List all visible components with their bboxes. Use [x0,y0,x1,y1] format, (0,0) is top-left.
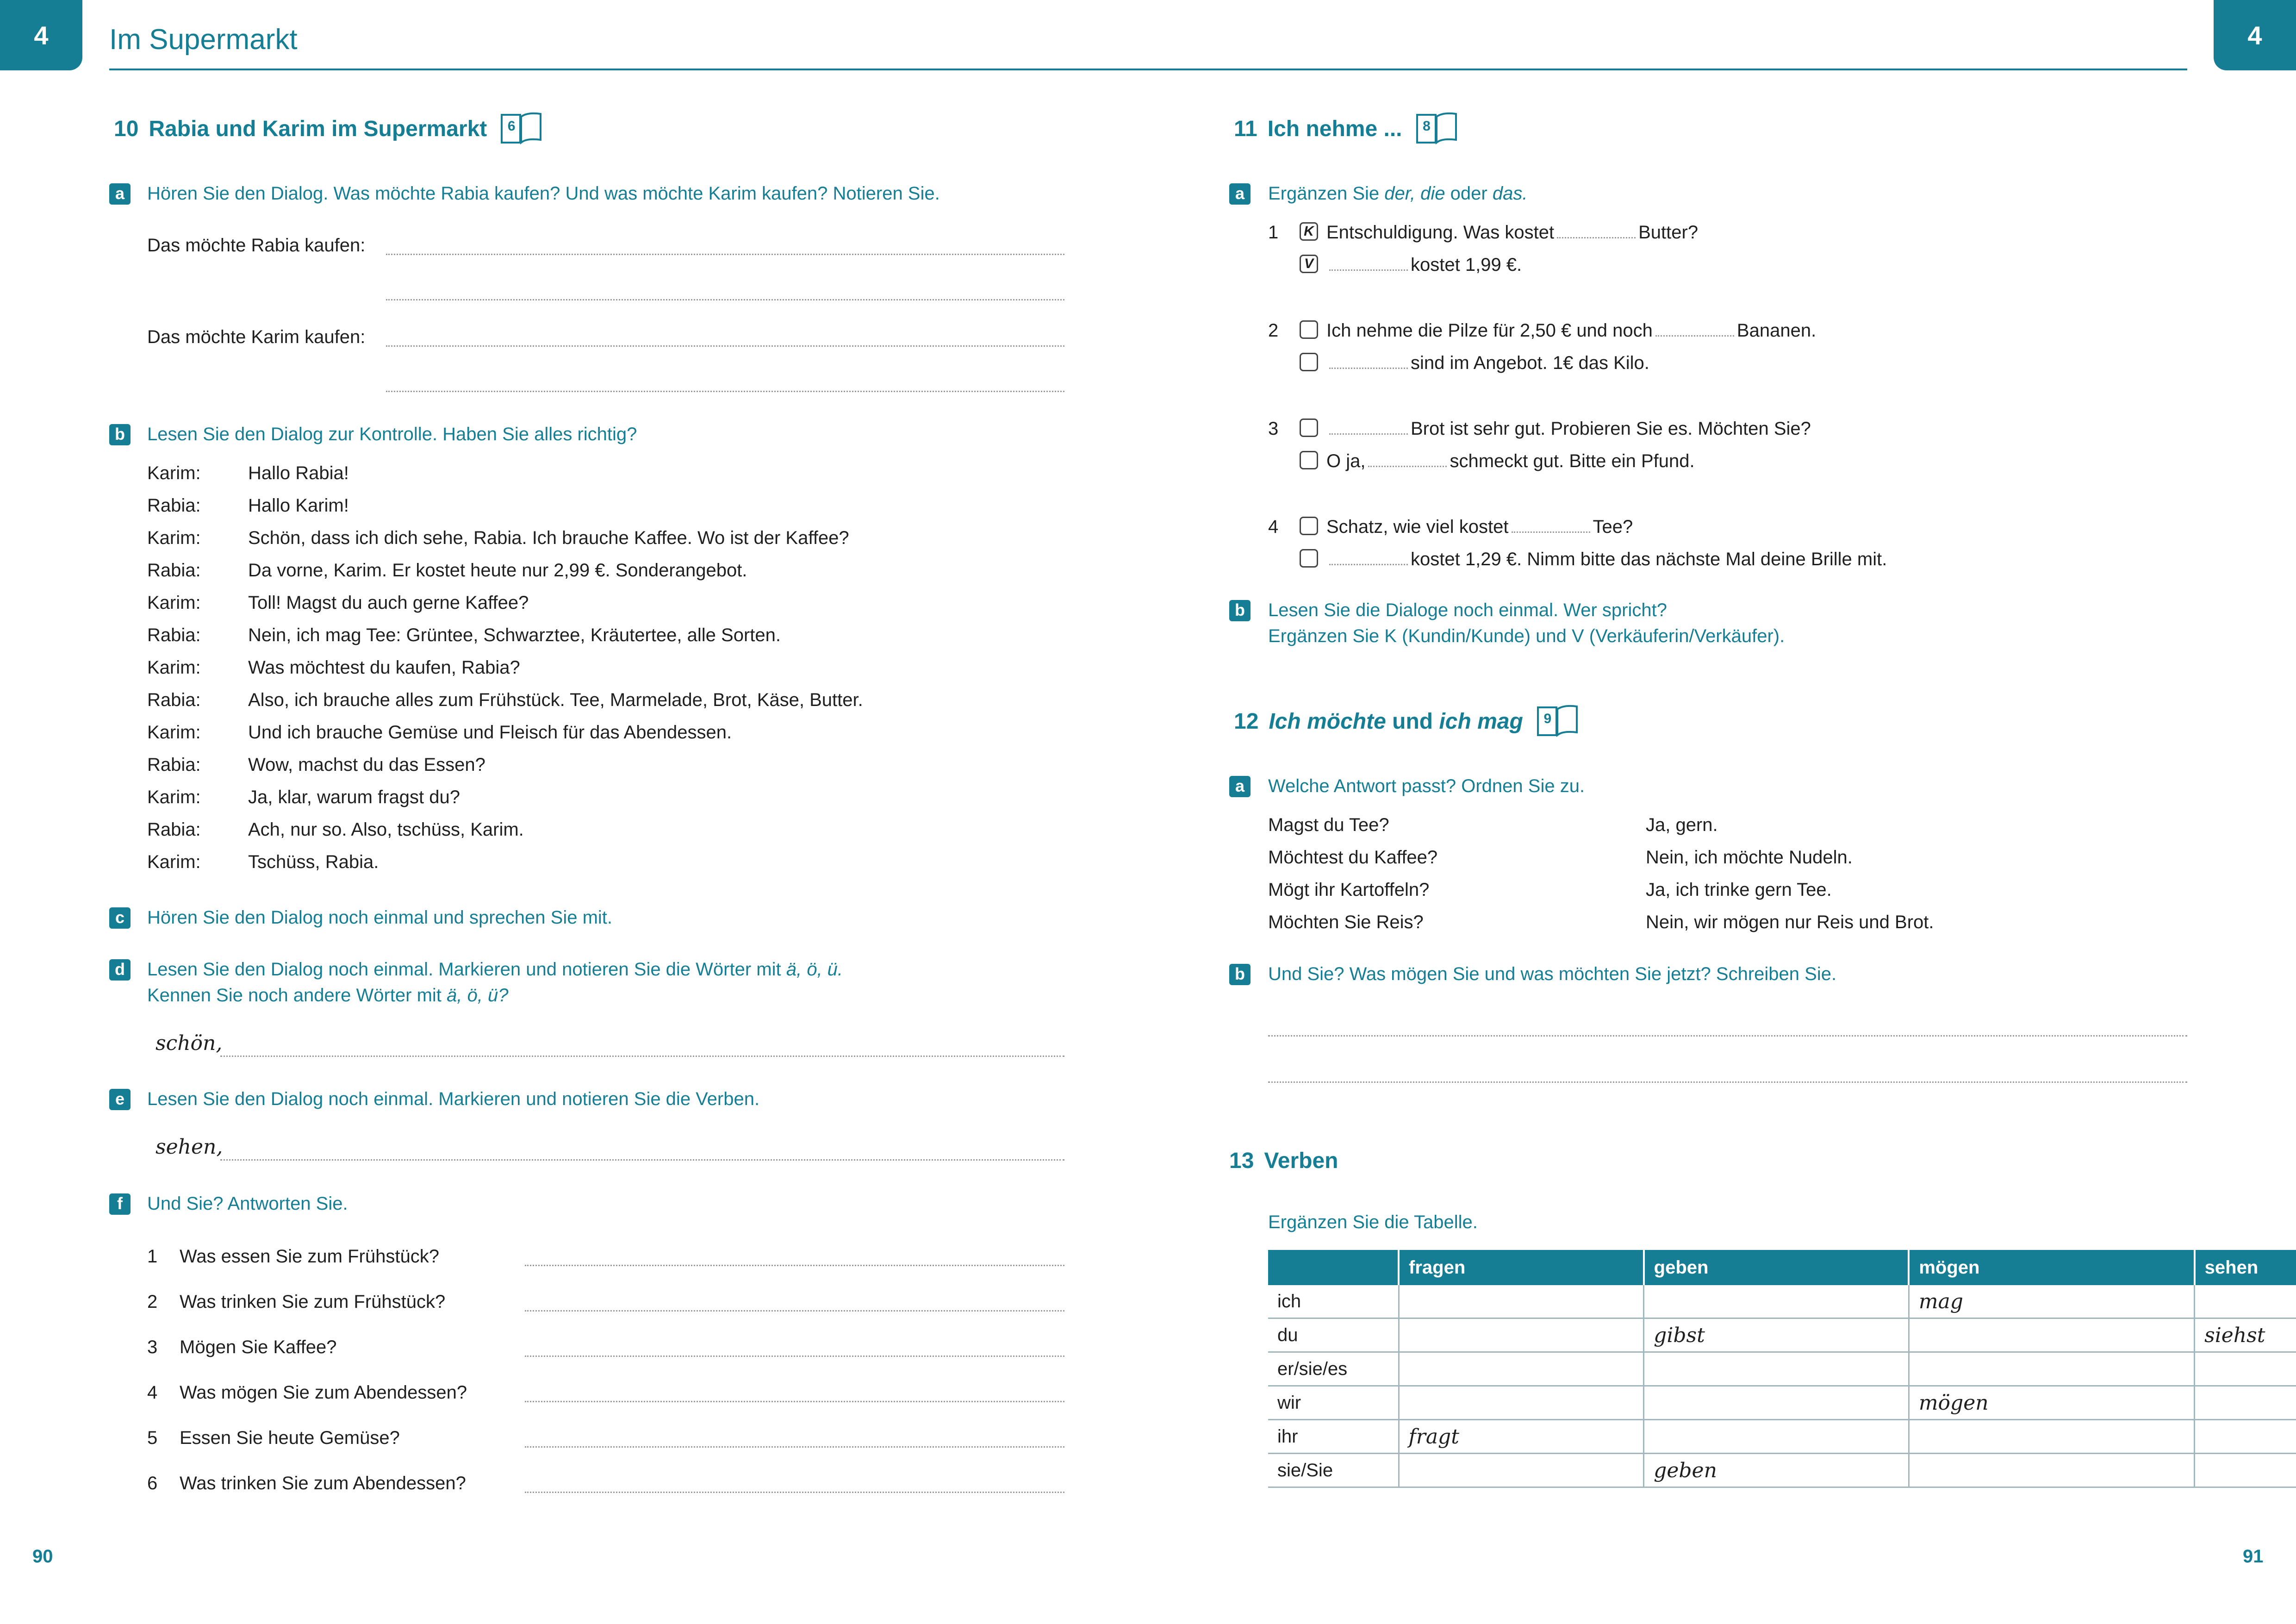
speaker-checkbox[interactable] [1300,418,1318,437]
table-cell[interactable] [2195,1386,2296,1420]
exercise-title: Verben [1264,1149,1338,1173]
book-icon [500,112,542,145]
task-11a-instruction: Ergänzen Sie der, die oder das. [1268,183,1528,204]
table-cell[interactable] [1644,1352,1909,1386]
dialog-item: 3 Brot ist sehr gut. Probieren Sie es. Möchten Sie? [1268,418,1811,439]
task-10e-instruction: Lesen Sie den Dialog noch einmal. Markieren und notieren Sie die Verben. [147,1089,760,1109]
dialog-line: Rabia: Nein, ich mag Tee: Grüntee, Schwarztee, Kräutertee, alle Sorten. [147,625,781,645]
question-item: 3 Mögen Sie Kaffee? [147,1337,337,1357]
task-11b-instruction-2: Ergänzen Sie K (Kundin/Kunde) und V (Verkäuferin/Verkäufer). [1268,626,1785,646]
exercise-13-heading [1229,1148,1338,1174]
exercise-title-part: Ich möchte [1269,709,1386,734]
example-word: sehen, [156,1135,223,1159]
table-row [1268,1420,2296,1454]
dialog-line: Rabia: Ach, nur so. Also, tschüss, Karim. [147,819,524,840]
dialog-line: Karim: Ja, klar, warum fragst du? [147,787,460,807]
speaker-checkbox[interactable]: K [1300,222,1318,241]
blank[interactable] [1655,335,1734,337]
header-rule [109,69,2187,70]
table-cell[interactable]: siehst [2195,1318,2296,1352]
blank[interactable] [1329,367,1408,369]
task-badge-e: e [109,1089,131,1110]
match-question: Mögt ihr Kartoffeln? [1268,880,1430,900]
answer-line[interactable] [386,391,1064,392]
match-answer: Nein, ich möchte Nudeln. [1646,847,1853,868]
table-cell[interactable]: fragt [1399,1420,1644,1454]
pronoun-cell: sie/Sie [1268,1454,1399,1487]
table-cell[interactable] [1909,1352,2194,1386]
dialog-item: O ja, schmeckt gut. Bitte ein Pfund. [1300,448,1695,474]
pronoun-cell: er/sie/es [1268,1352,1399,1386]
table-row [1268,1454,2296,1487]
answer-line[interactable] [1268,1081,2187,1083]
dialog-line: Rabia: Hallo Karim! [147,495,349,516]
table-cell[interactable] [1644,1420,1909,1454]
blank[interactable] [1329,269,1408,271]
pronoun-cell: ich [1268,1285,1399,1318]
chapter-tab-left: 4 [0,0,82,70]
table-cell[interactable]: geben [1644,1454,1909,1487]
answer-line[interactable] [525,1265,1064,1266]
dialog-line: Karim: Hallo Rabia! [147,463,349,483]
dialog-item: sind im Angebot. 1€ das Kilo. [1300,350,1649,376]
page-title: Im Supermarkt [109,24,298,56]
table-cell[interactable] [1399,1318,1644,1352]
pronoun-cell: du [1268,1318,1399,1352]
table-cell[interactable] [1644,1285,1909,1318]
dialog-item: 4 Schatz, wie viel kostet Tee? [1268,517,1633,537]
table-row [1268,1352,2296,1386]
exercise-title: Rabia und Karim im Supermarkt [149,116,487,141]
dialog-line: Karim: Toll! Magst du auch gerne Kaffee? [147,593,529,613]
exercise-number: 12 [1234,709,1259,734]
table-cell[interactable]: gibst [1644,1318,1909,1352]
page-number-right: 91 [2243,1546,2264,1567]
dialog-item: 1 K Entschuldigung. Was kostet Butter? [1268,222,1699,243]
table-header-row [1268,1250,2296,1285]
answer-line[interactable] [220,1159,1064,1161]
table-cell[interactable] [1399,1454,1644,1487]
question-item: 1 Was essen Sie zum Frühstück? [147,1246,439,1267]
table-cell[interactable] [1399,1352,1644,1386]
blank[interactable] [1329,433,1408,435]
column-header [1268,1250,1399,1285]
speaker-checkbox[interactable] [1300,320,1318,339]
table-cell[interactable] [1644,1386,1909,1420]
question-item: 6 Was trinken Sie zum Abendessen? [147,1473,466,1493]
answer-line[interactable] [525,1446,1064,1448]
match-answer: Nein, wir mögen nur Reis und Brot. [1646,912,1934,932]
task-badge-b: b [1229,964,1251,985]
exercise-title: Ich nehme ... [1267,116,1402,141]
table-cell[interactable] [1909,1318,2194,1352]
blank[interactable] [1329,563,1408,565]
dialog-line: Rabia: Da vorne, Karim. Er kostet heute nur 2,99 €. Sonderangebot. [147,560,747,581]
task-badge-a: a [1229,183,1251,205]
task-badge-a: a [1229,776,1251,797]
task-badge-d: d [109,959,131,981]
table-cell[interactable]: mag [1909,1285,2194,1318]
answer-line[interactable] [525,1401,1064,1402]
chapter-tab-right: 4 [2214,0,2296,70]
answer-line[interactable] [386,299,1064,300]
blank[interactable] [1512,531,1590,533]
table-cell[interactable] [2195,1352,2296,1386]
exercise-11-heading [1234,112,1458,145]
speaker-checkbox[interactable] [1300,549,1318,568]
answer-line[interactable] [386,345,1064,347]
answer-line[interactable] [386,254,1064,255]
column-header: sehen [2195,1250,2296,1285]
match-answer: Ja, ich trinke gern Tee. [1646,880,1832,900]
match-question: Möchtest du Kaffee? [1268,847,1438,868]
track-number: 8 [1423,119,1431,134]
track-number: 9 [1543,711,1552,726]
table-cell[interactable] [1399,1285,1644,1318]
dialog-line: Rabia: Also, ich brauche alles zum Frühstück. Tee, Marmelade, Brot, Käse, Butter. [147,690,863,710]
dialog-item: kostet 1,29 €. Nimm bitte das nächste Mal deine Brille mit. [1300,546,1887,572]
exercise-number: 13 [1229,1149,1254,1173]
blank[interactable] [1557,237,1636,238]
answer-line[interactable] [1268,1035,2187,1037]
exercise-12-heading: 12 Ich möchte und ich mag 9 [1234,705,1579,738]
task-10d-instruction-2: Kennen Sie noch andere Wörter mit ä, ö, ü? [147,985,509,1006]
pronoun-cell: ihr [1268,1420,1399,1454]
exercise-number: 11 [1234,116,1257,141]
table-cell[interactable] [2195,1454,2296,1487]
answer-line[interactable] [525,1355,1064,1357]
dialog-line: Karim: Was möchtest du kaufen, Rabia? [147,657,520,678]
task-11b-instruction: Lesen Sie die Dialoge noch einmal. Wer spricht? [1268,600,1667,620]
blank[interactable] [1368,465,1447,467]
book-icon [1415,112,1458,145]
table-cell[interactable] [1399,1386,1644,1420]
answer-line[interactable] [525,1492,1064,1493]
match-question: Magst du Tee? [1268,815,1389,835]
table-row [1268,1386,2296,1420]
task-10d-instruction: Lesen Sie den Dialog noch einmal. Markieren und notieren Sie die Wörter mit ä, ö, ü. [147,959,843,980]
task-10a-instruction: Hören Sie den Dialog. Was möchte Rabia kaufen? Und was möchte Karim kaufen? Notieren Sie. [147,183,940,204]
table-row [1268,1285,2296,1318]
answer-line[interactable] [525,1310,1064,1312]
speaker-checkbox[interactable] [1300,451,1318,469]
task-10b-instruction: Lesen Sie den Dialog zur Kontrolle. Haben Sie alles richtig? [147,424,637,444]
question-item: 4 Was mögen Sie zum Abendessen? [147,1382,467,1403]
column-header: fragen [1399,1250,1644,1285]
table-cell[interactable]: mögen [1909,1386,2194,1420]
table-row [1268,1318,2296,1352]
dialog-line: Karim: Und ich brauche Gemüse und Fleisch für das Abendessen. [147,722,732,743]
question-item: 5 Essen Sie heute Gemüse? [147,1428,400,1448]
rabia-buy-label: Das möchte Rabia kaufen: [147,235,366,256]
exercise-number: 10 [114,116,139,141]
task-10f-instruction: Und Sie? Antworten Sie. [147,1193,348,1214]
match-question: Möchten Sie Reis? [1268,912,1424,932]
match-answer: Ja, gern. [1646,815,1718,835]
dialog-item: V kostet 1,99 €. [1300,252,1522,278]
track-number: 6 [507,119,516,134]
dialog-line: Karim: Tschüss, Rabia. [147,852,379,872]
example-word: schön, [156,1031,223,1055]
task-badge-c: c [109,907,131,929]
column-header: geben [1644,1250,1909,1285]
pronoun-cell: wir [1268,1386,1399,1420]
speaker-checkbox[interactable] [1300,517,1318,535]
exercise-10-heading [114,112,542,145]
table-cell[interactable] [1909,1454,2194,1487]
book-icon [1536,705,1579,738]
task-badge-f: f [109,1193,131,1215]
task-12a-instruction: Welche Antwort passt? Ordnen Sie zu. [1268,776,1585,796]
verb-table [1268,1250,2296,1488]
table-cell[interactable] [1909,1420,2194,1454]
speaker-checkbox[interactable] [1300,353,1318,371]
task-badge-b: b [1229,600,1251,621]
task-13-instruction: Ergänzen Sie die Tabelle. [1268,1212,1478,1232]
task-10c-instruction: Hören Sie den Dialog noch einmal und sprechen Sie mit. [147,907,613,928]
answer-line[interactable] [220,1056,1064,1057]
question-item: 2 Was trinken Sie zum Frühstück? [147,1292,446,1312]
speaker-checkbox[interactable]: V [1300,255,1318,273]
task-12b-instruction: Und Sie? Was mögen Sie und was möchten Sie jetzt? Schreiben Sie. [1268,964,1837,984]
table-cell[interactable] [2195,1285,2296,1318]
task-badge-a: a [109,183,131,205]
dialog-item: 2 Ich nehme die Pilze für 2,50 € und noch Bananen. [1268,320,1817,341]
dialog-line: Karim: Schön, dass ich dich sehe, Rabia. Ich brauche Kaffee. Wo ist der Kaffee? [147,528,849,548]
dialog-line: Rabia: Wow, machst du das Essen? [147,755,485,775]
column-header: mögen [1909,1250,2194,1285]
page-number-left: 90 [32,1546,53,1567]
table-cell[interactable] [2195,1420,2296,1454]
task-badge-b: b [109,424,131,445]
karim-buy-label: Das möchte Karim kaufen: [147,327,366,347]
